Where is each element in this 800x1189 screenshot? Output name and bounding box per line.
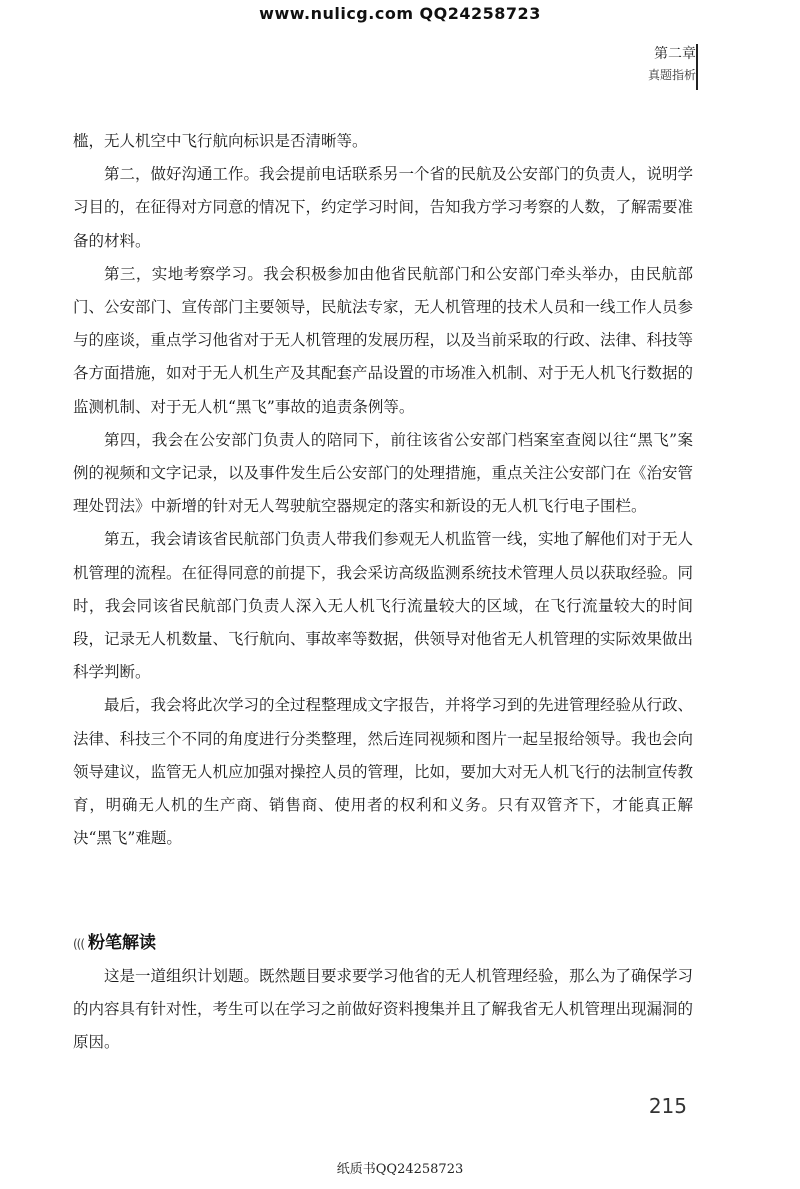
section-title: 粉笔解读	[88, 933, 157, 953]
watermark-bottom: 纸质书QQ24258723	[336, 1162, 464, 1177]
page-number: 215	[648, 1094, 687, 1118]
paragraph-second: 第二，做好沟通工作。我会提前电话联系另一个省的民航及公安部门的负责人，说明学习目的，在征得对方同意的情况下，约定学习时间，告知我方学习考察的人数，了解需要准备的材料。	[73, 165, 694, 250]
paragraph-continuation: 槛，无人机空中飞行航向标识是否清晰等。	[73, 132, 368, 150]
chapter-divider	[696, 44, 698, 90]
chapter-title: 第二章	[654, 46, 696, 62]
answer-body	[73, 125, 693, 855]
chapter-header	[648, 44, 696, 84]
paragraph-fourth: 第四，我会在公安部门负责人的陪同下，前往该省公安部门档案室查阅以往“黑飞”案例的视频和文字记录，以及事件发生后公安部门的处理措施，重点关注公安部门在《治安管理处罚法》中新增的针对无人驾驶航空器规定的落实和新设的无人机飞行电子围栏。	[73, 430, 694, 516]
explanation-paragraph: 这是一道组织计划题。既然题目要求要学习他省的无人机管理经验，那么为了确保学习的内容具有针对性，考生可以在学习之前做好资料搜集并且了解我省无人机管理出现漏洞的原因。	[73, 967, 694, 1052]
section-marker-icon: (((	[73, 937, 85, 951]
chapter-subtitle: 真题指析	[647, 68, 696, 82]
paragraph-fifth: 第五，我会请该省民航部门负责人带我们参观无人机监管一线，实地了解他们对于无人机管理的流程。在征得同意的前提下，我会采访高级监测系统技术管理人员以获取经验。同时，我会同该省民航部门负责人深入无人机飞行流量较大的区域，在飞行流量较大的时间段，记录无人机数量、飞行航向、事故率等数据，供领导对他省无人机管理的实际效果做出科学判断。	[73, 530, 694, 682]
section-heading	[73, 928, 156, 953]
explanation-body	[73, 960, 693, 1060]
paragraph-third: 第三，实地考察学习。我会积极参加由他省民航部门和公安部门牵头举办，由民航部门、公安部门、宣传部门主要领导，民航法专家，无人机管理的技术人员和一线工作人员参与的座谈，重点学习他省对于无人机管理的发展历程，以及当前采取的行政、法律、科技等各方面措施，如对于无人机生产及其配套产品设置的市场准入机制、对于无人机飞行数据的监测机制、对于无人机“黑飞”事故的追责条例等。	[73, 264, 694, 416]
watermark-top: www.nulicg.com QQ24258723	[259, 4, 541, 23]
paragraph-final: 最后，我会将此次学习的全过程整理成文字报告，并将学习到的先进管理经验从行政、法律、科技三个不同的角度进行分类整理，然后连同视频和图片一起呈报给领导。我也会向领导建议，监管无人机应加强对操控人员的管理，比如，要加大对无人机飞行的法制宣传教育，明确无人机的生产商、销售商、使用者的权利和义务。只有双管齐下，才能真正解决“黑飞”难题。	[73, 696, 694, 848]
